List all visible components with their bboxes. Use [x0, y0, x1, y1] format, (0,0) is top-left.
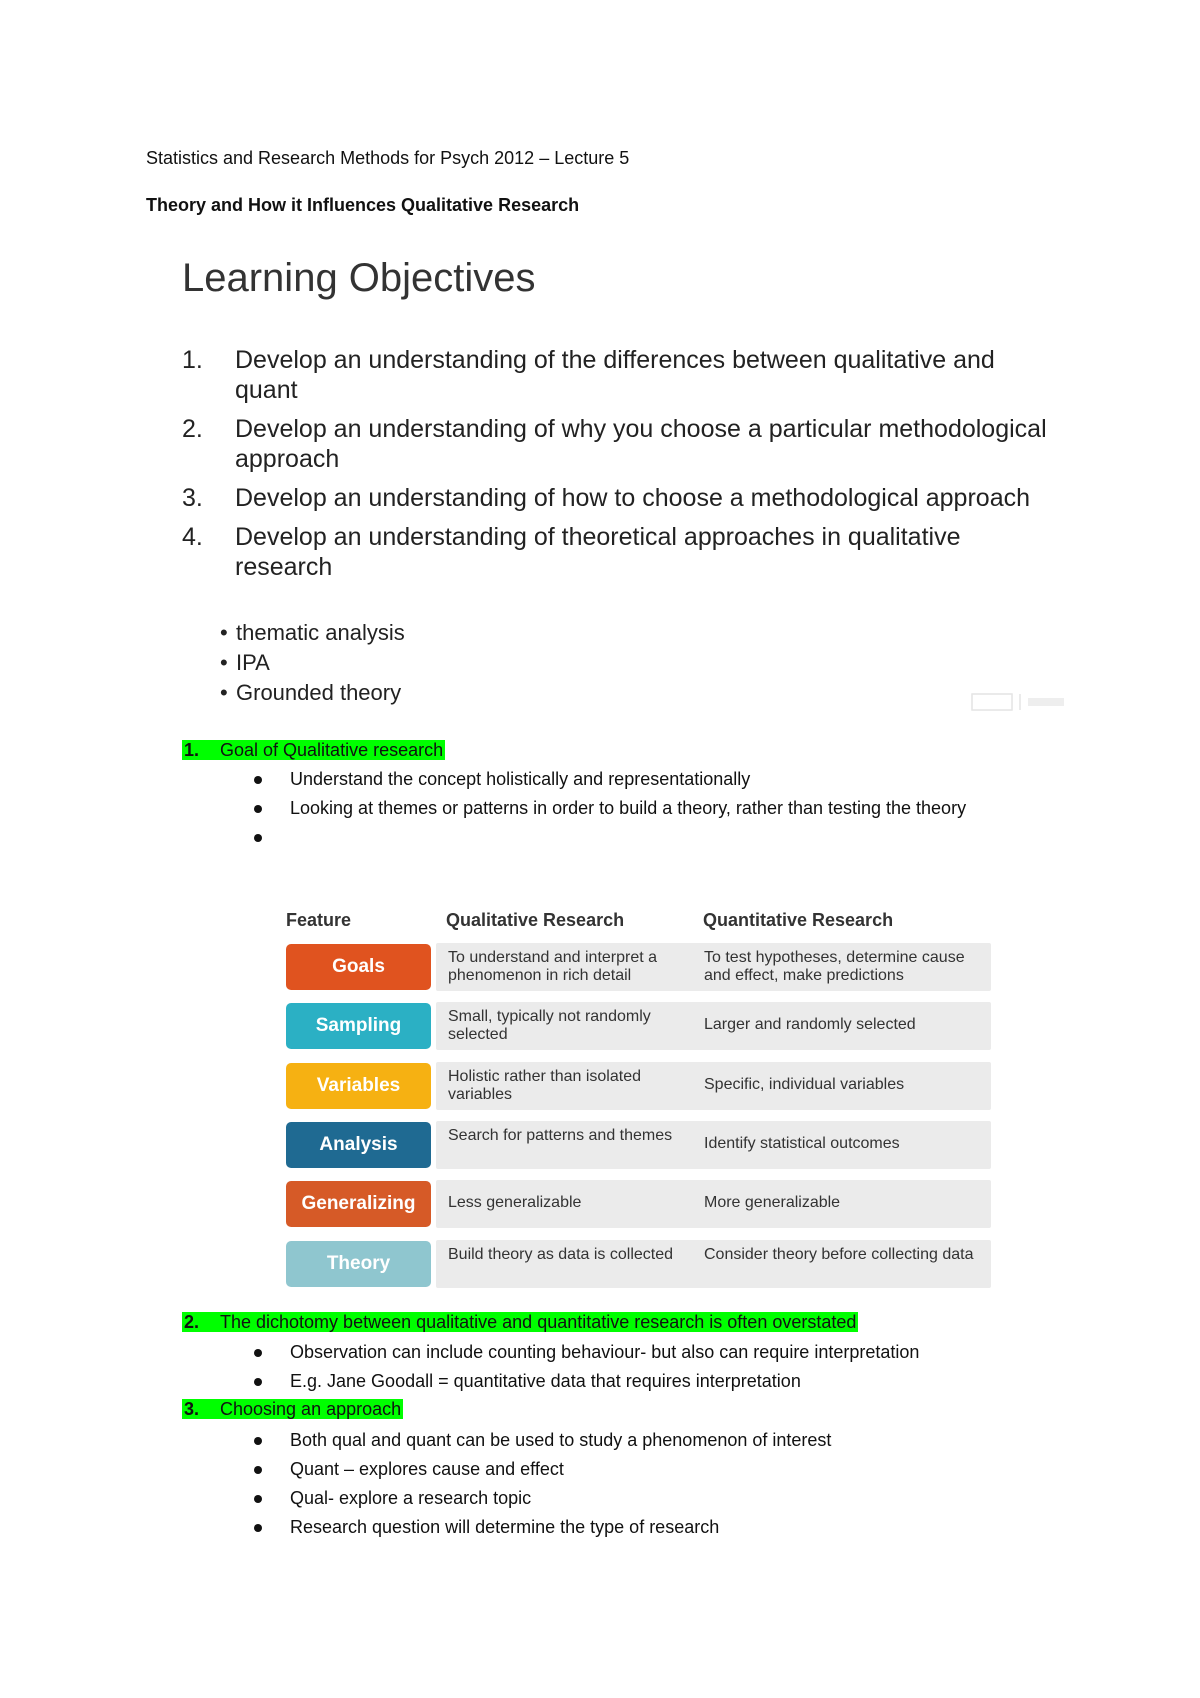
objectives-list	[182, 345, 1062, 591]
objective-item: 3. Develop an understanding of how to choose a methodological approach	[182, 484, 1030, 512]
feature-pill: Generalizing	[286, 1181, 431, 1227]
approach-bullet-list	[250, 1426, 1040, 1542]
list-item	[250, 823, 1040, 852]
list-item: Research question will determine the type of research	[250, 1513, 1040, 1542]
list-item: Looking at themes or patterns in order to build a theory, rather than testing the theory	[250, 794, 1040, 823]
section-heading-goal: 1. Goal of Qualitative research	[184, 740, 444, 760]
quantitative-cell: More generalizable	[704, 1194, 841, 1211]
learning-objectives-slide	[170, 240, 1070, 720]
feature-pill: Goals	[286, 944, 431, 990]
list-item: Quant – explores cause and effect	[250, 1455, 1040, 1484]
qualitative-cell: Less generalizable	[448, 1194, 582, 1211]
table-row	[286, 1180, 991, 1228]
objective-item: 4. Develop an understanding of theoretical approaches in qualitative research	[182, 523, 961, 581]
feature-pill: Sampling	[286, 1003, 431, 1049]
list-item: Understand the concept holistically and representationally	[250, 765, 1040, 794]
course-title: Statistics and Research Methods for Psych 2012 – Lecture 5	[146, 148, 630, 168]
list-item: Both qual and quant can be used to study a phenomenon of interest	[250, 1426, 1040, 1455]
qualitative-cell: Search for patterns and themes	[448, 1127, 673, 1144]
approach-item: • thematic analysis	[220, 620, 405, 645]
quantitative-cell: Larger and randomly selected	[704, 1016, 916, 1033]
table-row	[286, 943, 991, 991]
qualitative-cell: To understand and interpret a phenomenon in rich detail	[448, 949, 658, 984]
dichotomy-bullet-list	[250, 1338, 1040, 1396]
quantitative-cell: To test hypotheses, determine cause and effect, make predictions	[704, 949, 965, 984]
list-item: E.g. Jane Goodall = quantitative data that requires interpretation	[250, 1367, 1040, 1396]
goal-bullet-list	[250, 765, 1040, 852]
qual-quant-comparison-table	[286, 910, 991, 1300]
qualitative-cell: Holistic rather than isolated variables	[448, 1068, 641, 1103]
slide-title: Learning Objectives	[182, 256, 536, 300]
table-header-quantitative: Quantitative Research	[703, 910, 894, 930]
table-header-feature: Feature	[286, 910, 352, 930]
table-row	[286, 1240, 991, 1288]
quantitative-cell: Identify statistical outcomes	[704, 1135, 900, 1152]
table-row	[286, 1121, 991, 1169]
section-heading-approach: 3. Choosing an approach	[184, 1399, 402, 1419]
qualitative-cell: Build theory as data is collected	[448, 1246, 674, 1263]
quantitative-cell: Specific, individual variables	[704, 1076, 905, 1093]
objective-item: 2. Develop an understanding of why you choose a particular methodological approach	[182, 415, 1047, 473]
approaches-list	[220, 618, 405, 708]
quantitative-cell: Consider theory before collecting data	[704, 1246, 974, 1263]
approach-item: • IPA	[220, 650, 270, 675]
objective-item: 1. Develop an understanding of the differences between qualitative and quant	[182, 346, 995, 404]
approach-item: • Grounded theory	[220, 680, 402, 705]
feature-pill: Theory	[286, 1241, 431, 1287]
university-logo-icon	[970, 692, 1070, 712]
section-heading-dichotomy: 2. The dichotomy between qualitative and quantitative research is often overstated	[184, 1312, 857, 1332]
table-row	[286, 1062, 991, 1110]
table-row	[286, 1002, 991, 1050]
table-header-qualitative: Qualitative Research	[446, 910, 625, 930]
feature-pill: Analysis	[286, 1122, 431, 1168]
qualitative-cell: Small, typically not randomly selected	[448, 1008, 651, 1043]
lecture-title: Theory and How it Influences Qualitative Research	[146, 195, 580, 215]
list-item: Qual- explore a research topic	[250, 1484, 1040, 1513]
list-item: Observation can include counting behaviour- but also can require interpretation	[250, 1338, 1040, 1367]
feature-pill: Variables	[286, 1063, 431, 1109]
